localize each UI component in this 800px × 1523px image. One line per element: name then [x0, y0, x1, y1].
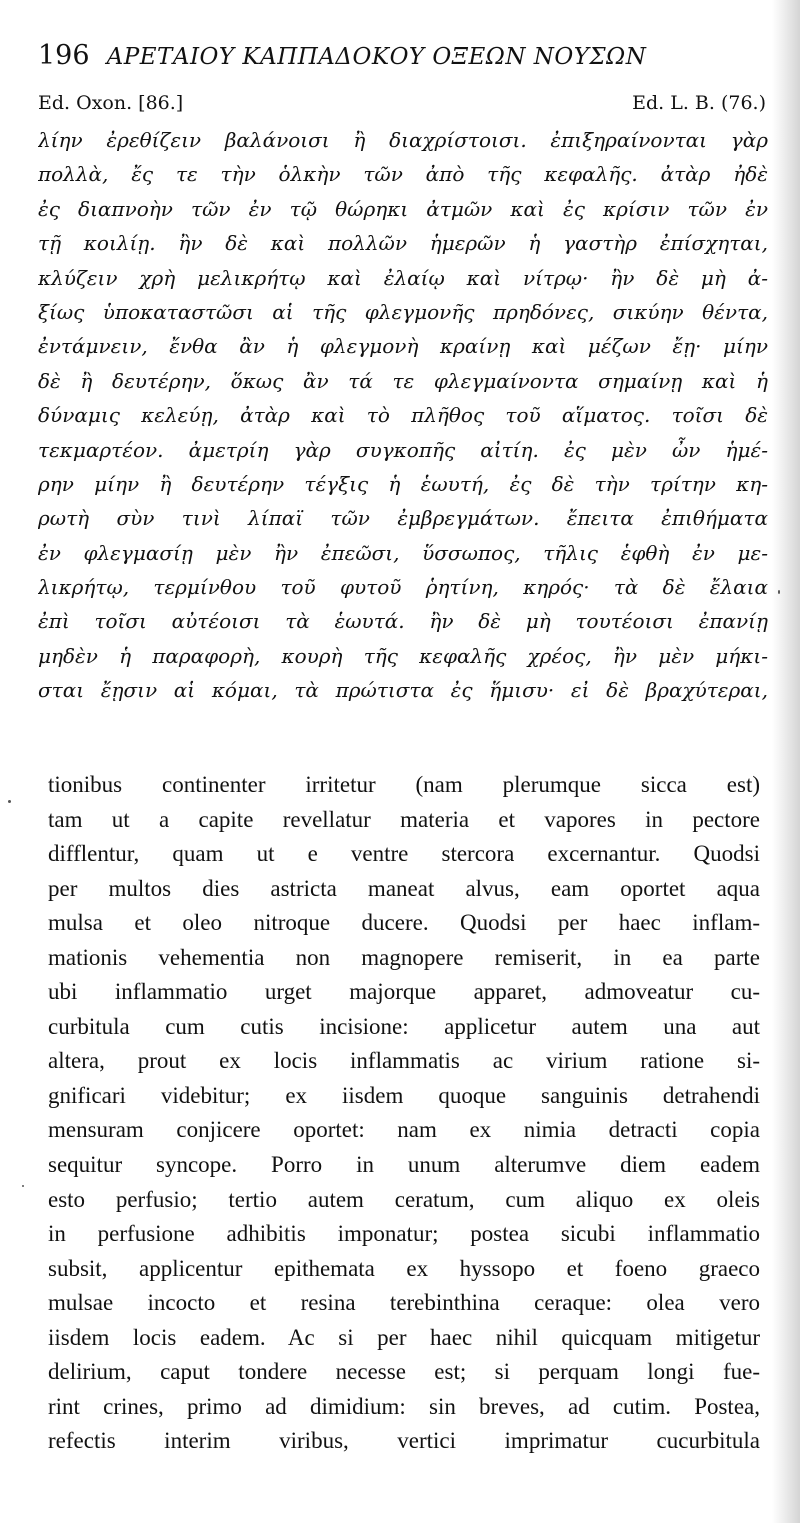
greek-text-line: λικρήτῳ, τερμίνθου τοῦ φυτοῦ ῥητίνη, κηρός· τὰ δὲ ἔλαια [38, 575, 768, 600]
latin-text-line: difflentur, quam ut e ventre stercora excernantur. Quodsi [48, 841, 760, 867]
latin-text-line: delirium, caput tondere necesse est; si perquam longi fue- [48, 1359, 760, 1385]
greek-text-block [38, 123, 768, 708]
greek-text-line: ἐς διαπνοὴν τῶν ἐν τῷ θώρηκι ἀτμῶν καὶ ἐς κρίσιν τῶν ἐν [38, 196, 768, 221]
greek-text-line: ἐπὶ τοῖσι αὐτέοισι τὰ ἑωυτά. ἢν δὲ μὴ τουτέοισι ἐπανίῃ [38, 609, 768, 634]
latin-text-line: mulsa et oleo nitroque ducere. Quodsi per haec inflam- [48, 910, 760, 936]
latin-text-line: ubi inflammatio urget majorque apparet, admoveatur cu- [48, 979, 760, 1005]
greek-text-line: ἐν φλεγμασίῃ μὲν ἢν ἐπεῶσι, ὕσσωπος, τῆλις ἑφθὴ ἐν με- [38, 540, 768, 565]
greek-text-line: ρωτὴ σὺν τινὶ λίπαϊ τῶν ἐμβρεγμάτων. ἔπειτα ἐπιθήματα [38, 506, 768, 531]
greek-text-line: σται ἔῃσιν αἱ κόμαι, τὰ πρώτιστα ἐς ἥμισυ· εἰ δὲ βραχύτεραι, [38, 678, 768, 703]
greek-text-line: λίην ἐρεθίζειν βαλάνοισι ἢ διαχρίστοισι. ἐπιξηραίνονται γὰρ [38, 128, 768, 152]
latin-text-line: mensuram conjicere oportet: nam ex nimia detracti copia [48, 1117, 760, 1143]
latin-text-line: altera, prout ex locis inflammatis ac virium ratione si- [48, 1048, 760, 1074]
running-head [38, 40, 758, 84]
greek-text-line: ἐντάμνειν, ἔνθα ἂν ἡ φλεγμονὴ κραίνῃ καὶ μέζων ἔῃ· μίην [38, 334, 768, 359]
latin-text-line: mulsae incocto et resina terebinthina ceraque: olea vero [48, 1290, 760, 1316]
greek-text-line: τῇ κοιλίῃ. ἢν δὲ καὶ πολλῶν ἡμερῶν ἡ γαστὴρ ἐπίσχηται, [38, 231, 768, 256]
latin-text-line: gnificari videbitur; ex iisdem quoque sanguinis detrahendi [48, 1082, 760, 1108]
latin-text-line: rint crines, primo ad dimidium: sin breves, ad cutim. Postea, [48, 1393, 760, 1419]
latin-text-line: mationis vehementia non magnopere remiserit, in ea parte [48, 944, 760, 970]
print-speck [8, 800, 11, 803]
latin-text-line: sequitur syncope. Porro in unum alterumve diem eadem [48, 1152, 760, 1178]
latin-text-line: refectis interim viribus, vertici imprimatur cucurbitula [48, 1428, 760, 1454]
latin-text-line: subsit, applicentur epithemata ex hyssopo et foeno graeco [48, 1255, 760, 1281]
latin-text-line: curbitula cum cutis incisione: applicetur autem una aut [48, 1013, 760, 1039]
print-speck [778, 590, 780, 594]
latin-text-line: tam ut a capite revellatur materia et vapores in pectore [48, 806, 760, 832]
latin-translation-block [48, 768, 760, 1459]
greek-text-line: δύναμις κελεύῃ, ἀτὰρ καὶ τὸ πλῆθος τοῦ αἵματος. τοῖσι δὲ [38, 403, 768, 428]
page-number: 196 [38, 40, 90, 71]
greek-text-line: πολλὰ, ἔς τε τὴν ὁλκὴν τῶν ἀπὸ τῆς κεφαλῆς. ἀτὰρ ἠδὲ [38, 162, 768, 187]
latin-text-line: esto perfusio; tertio autem ceratum, cum aliquo ex oleis [48, 1186, 760, 1212]
greek-text-line: κλύζειν χρὴ μελικρήτῳ καὶ ἐλαίῳ καὶ νίτρῳ· ἢν δὲ μὴ ἀ- [38, 265, 768, 290]
page-binding-edge [772, 0, 800, 1523]
print-speck [22, 1185, 24, 1187]
edition-ref-leiden: Ed. L. B. (76.) [632, 92, 766, 114]
greek-text-line: τεκμαρτέον. ἀμετρίη γὰρ συγκοπῆς αἰτίη. ἐς μὲν ὦν ἡμέ- [38, 437, 768, 462]
greek-text-line: μηδὲν ἡ παραφορὴ, κουρὴ τῆς κεφαλῆς χρέος, ἢν μὲν μήκι- [38, 643, 768, 668]
edition-ref-oxford: Ed. Oxon. [86.] [38, 92, 184, 114]
greek-text-line: δὲ ἢ δευτέρην, ὅκως ἂν τά τε φλεγμαίνοντα σημαίνῃ καὶ ἡ [38, 368, 768, 393]
latin-text-line: in perfusione adhibitis imponatur; postea sicubi inflammatio [48, 1221, 760, 1247]
latin-text-line: iisdem locis eadem. Ac si per haec nihil quicquam mitigetur [48, 1324, 760, 1350]
edition-references [38, 92, 766, 122]
greek-text-line: ξίως ὑποκαταστῶσι αἱ τῆς φλεγμονῆς πρηδόνες, σικύην θέντα, [38, 299, 768, 324]
greek-text-line: ρην μίην ἢ δευτέρην τέγξις ἡ ἑωυτή, ἐς δὲ τὴν τρίτην κη- [38, 471, 768, 496]
running-title: ΑΡΕΤΑΙΟΥ ΚΑΠΠΑΔΟΚΟΥ ΟΞΕΩΝ ΝΟΥΣΩΝ [106, 44, 647, 70]
latin-text-line: tionibus continenter irritetur (nam plerumque sicca est) [48, 772, 760, 797]
latin-text-line: per multos dies astricta maneat alvus, eam oportet aqua [48, 875, 760, 901]
